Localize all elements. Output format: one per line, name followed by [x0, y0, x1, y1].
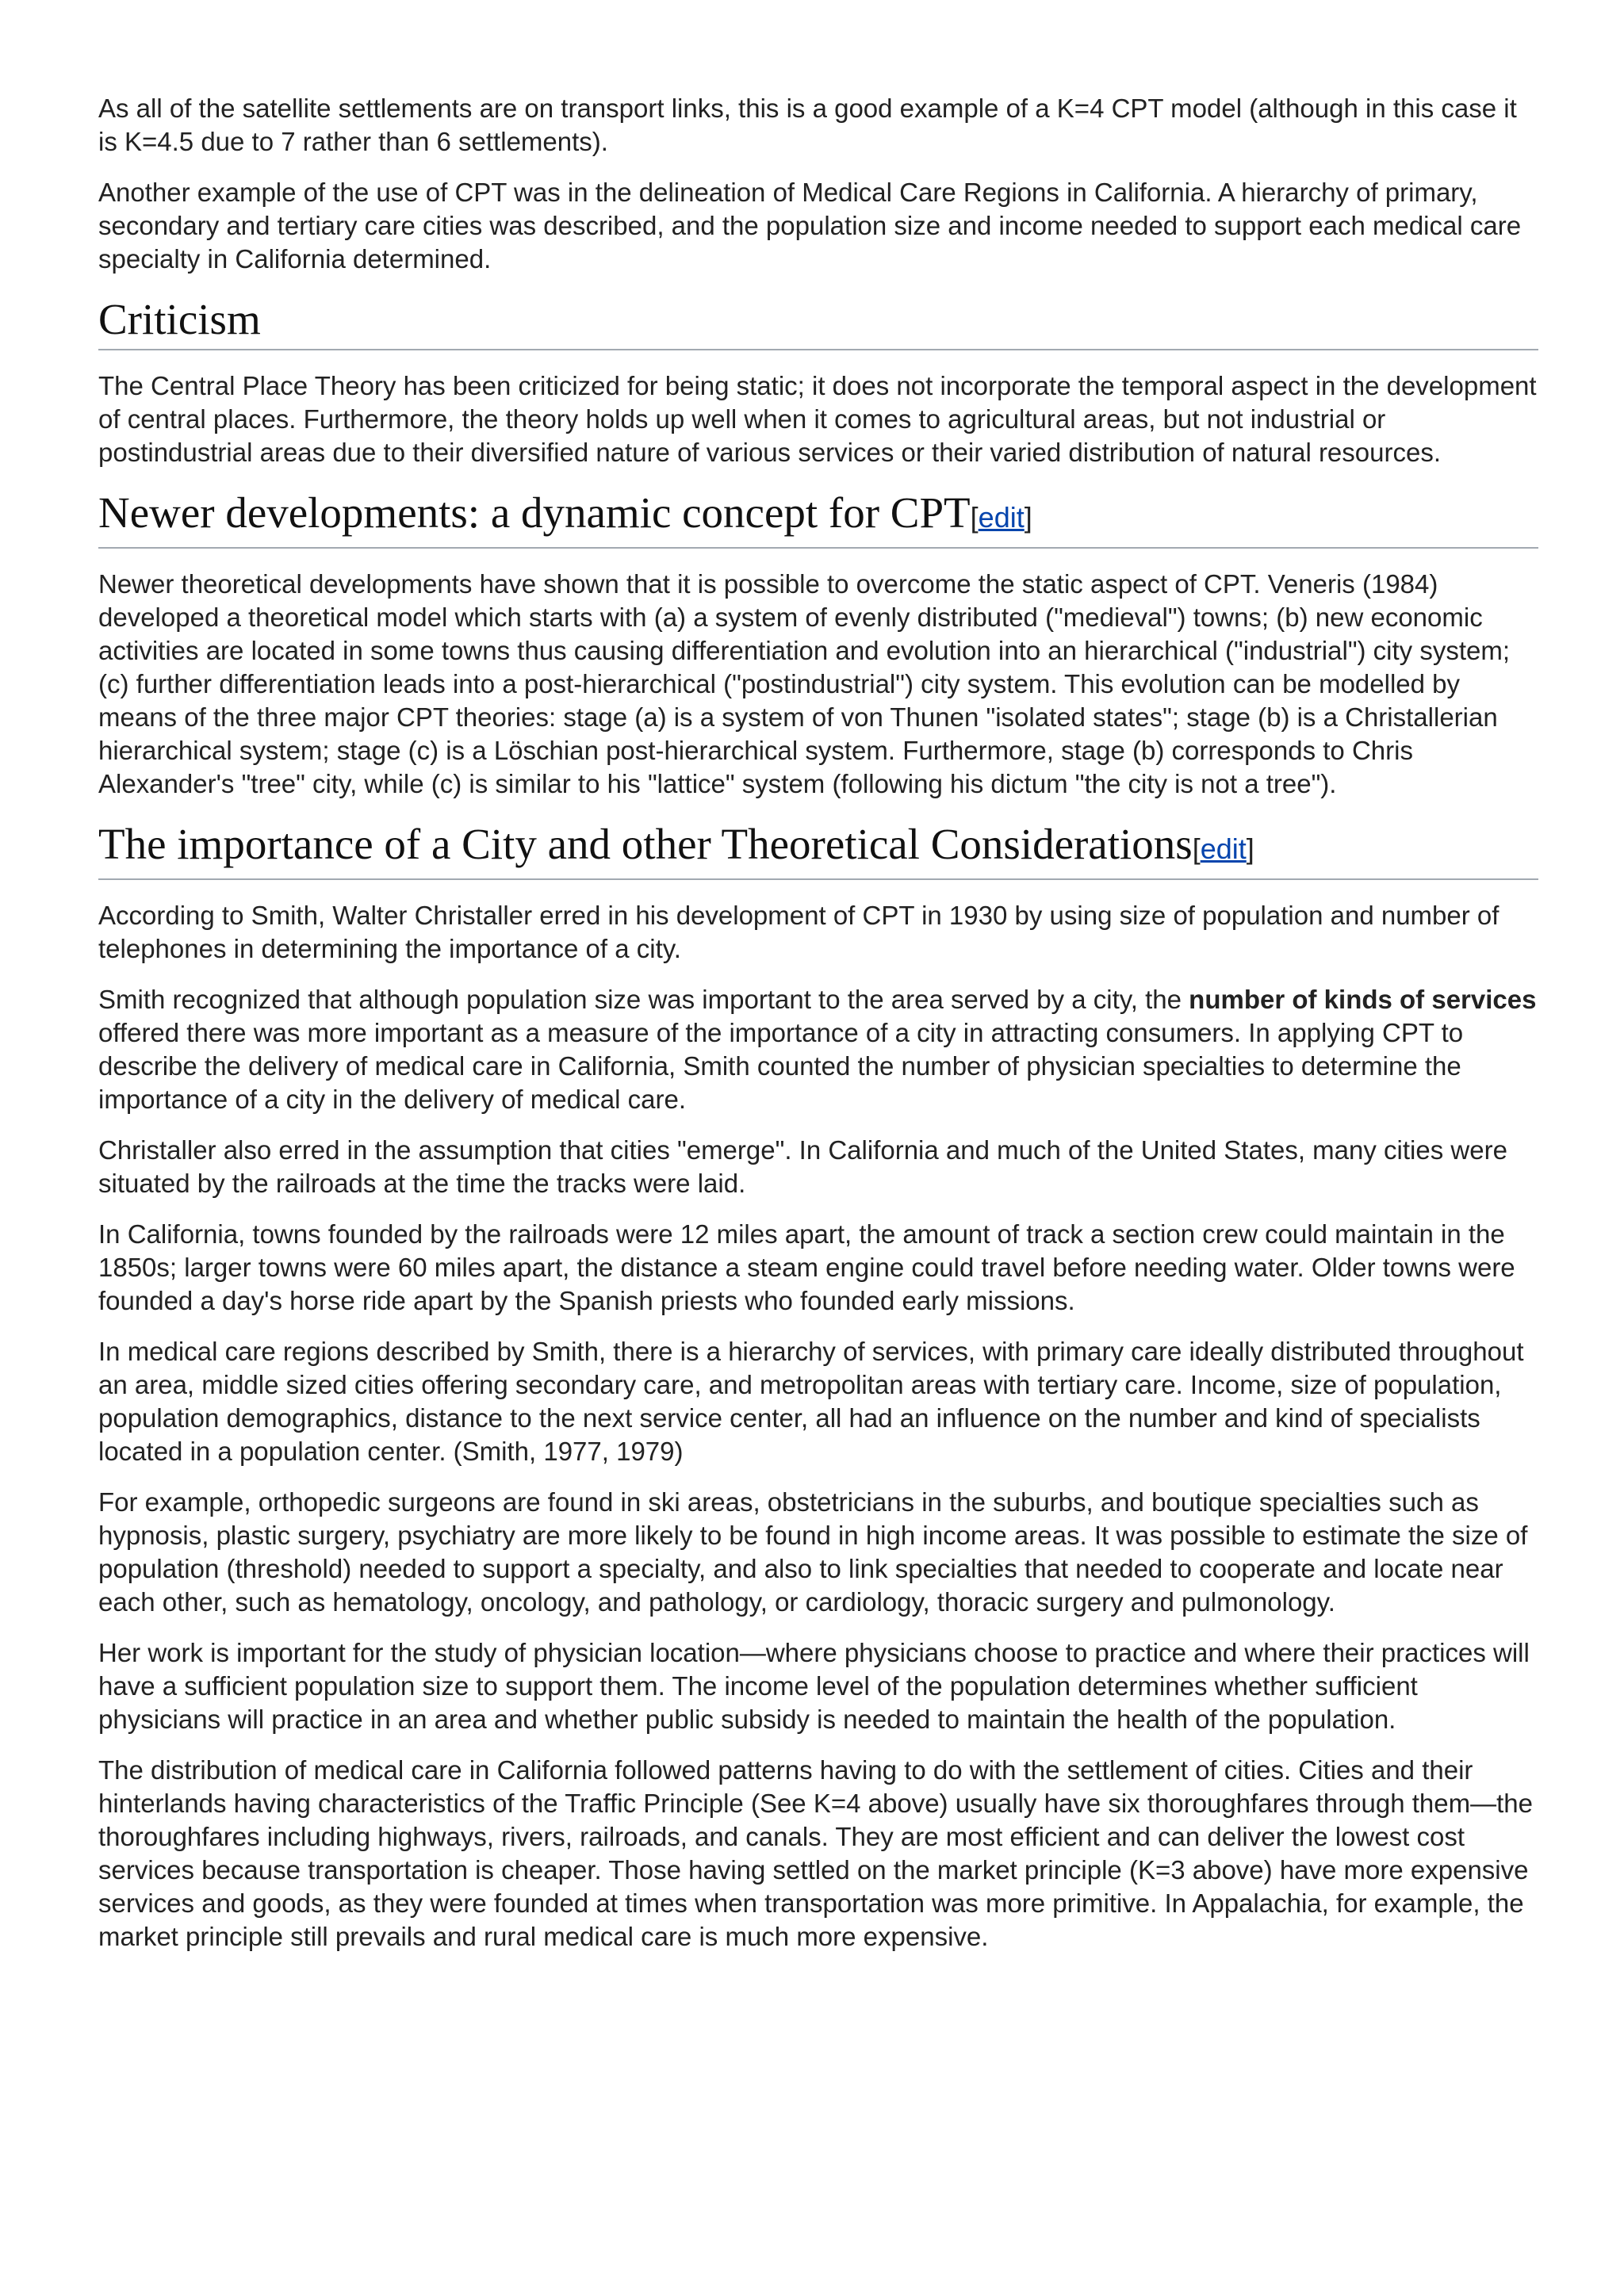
edit-section-link[interactable]: edit — [978, 501, 1025, 534]
importance-paragraph-5: In medical care regions described by Smith, there is a hierarchy of services, with primary care ideally distributed throughout an area, middle sized cities offering secondary care, and metropolitan areas with tertiary care. Income, size of population, population demographics, distance to the next service center, all had an influence on the number and kind of specialists located in a population center. (Smith, 1977, 1979) — [98, 1337, 1524, 1466]
importance-paragraph-8: The distribution of medical care in California followed patterns having to do with the settlement of cities. Cities and their hinterlands having characteristics of the Traffic Principle (See K=4 above) usually have six thoroughfares through them—the thoroughfares including highways, rivers, railroads, and canals. They are most efficient and can deliver the lowest cost services because transportation is cheaper. Those having settled on the market principle (K=3 above) have more expensive services and goods, as they were founded at times when transportation was more primitive. In Appalachia, for example, the market principle still prevails and rural medical care is much more expensive. — [98, 1755, 1533, 1951]
importance-paragraph-2: Smith recognized that although population size was important to the area served by a city, the number of kinds of services offered there was more important as a measure of the importance of a city in attracting consumers. In applying CPT to describe the delivery of medical care in California, Smith counted the number of physician specialties to determine the importance of a city in the delivery of medical care. — [98, 985, 1537, 1114]
criticism-paragraph-1: The Central Place Theory has been criticized for being static; it does not incorporate the temporal aspect in the development of central places. Furthermore, the theory holds up well when it comes to agricultural areas, but not industrial or postindustrial areas due to their diversified nature of various services or their varied distribution of natural resources. — [98, 371, 1537, 467]
importance-paragraph-1: According to Smith, Walter Christaller erred in his development of CPT in 1930 by using size of population and number of telephones in determining the importance of a city. — [98, 901, 1500, 963]
edit-section-link-wrapper: [edit] — [970, 501, 1032, 534]
edit-section-link[interactable]: edit — [1200, 832, 1247, 865]
section-title: Newer developments: a dynamic concept for CPT — [98, 488, 971, 537]
importance-paragraph-3: Christaller also erred in the assumption that cities "emerge". In California and much of the United States, many cities were situated by the railroads at the time the tracks were laid. — [98, 1135, 1507, 1198]
importance-paragraph-7: Her work is important for the study of physician location—where physicians choose to practice and where their practices will have a sufficient population size to support them. The income level of the population determines whether sufficient physicians will practice in an area and whether public subsidy is needed to maintain the health of the population. — [98, 1638, 1530, 1734]
importance-paragraph-4: In California, towns founded by the railroads were 12 miles apart, the amount of track a section crew could maintain in the 1850s; larger towns were 60 miles apart, the distance a steam engine could travel before needing water. Older towns were founded a day's horse ride apart by the Spanish priests who founded early missions. — [98, 1219, 1515, 1315]
edit-section-link-wrapper: [edit] — [1192, 832, 1254, 865]
section-heading-criticism — [98, 293, 1538, 350]
newer-developments-paragraph-1: Newer theoretical developments have shown that it is possible to overcome the static aspect of CPT. Veneris (1984) developed a theoretical model which starts with (a) a system of evenly distributed ("medieval") towns; (b) new economic activities are located in some towns thus causing differentiation and evolution into an hierarchical ("industrial") city system; (c) further differentiation leads into a post-hierarchical ("postindustrial") city system. This evolution can be modelled by means of the three major CPT theories: stage (a) is a system of von Thunen "isolated states"; stage (b) is a Christallerian hierarchical system; stage (c) is a Löschian post-hierarchical system. Furthermore, stage (b) corresponds to Chris Alexander's "tree" city, while (c) is similar to his "lattice" system (following his dictum "the city is not a tree"). — [98, 569, 1511, 798]
article-page — [98, 92, 1538, 1971]
intro-paragraph-1: As all of the satellite settlements are on transport links, this is a good example of a K=4 CPT model (although in this case it is K=4.5 due to 7 rather than 6 settlements). — [98, 94, 1517, 156]
section-title: Criticism — [98, 295, 261, 343]
section-heading-newer-developments — [98, 487, 1538, 549]
emphasis-number-of-kinds-of-services: number of kinds of services — [1189, 985, 1537, 1014]
importance-paragraph-6: For example, orthopedic surgeons are found in ski areas, obstetricians in the suburbs, and boutique specialties such as hypnosis, plastic surgery, psychiatry are more likely to be found in high income areas. It was possible to estimate the size of population (threshold) needed to support a specialty, and also to link specialties that needed to cooperate and locate near each other, such as hematology, oncology, and pathology, or cardiology, thoracic surgery and pulmonology. — [98, 1487, 1528, 1617]
section-heading-importance-of-a-city — [98, 818, 1538, 880]
section-title: The importance of a City and other Theoretical Considerations — [98, 820, 1193, 868]
intro-paragraph-2: Another example of the use of CPT was in the delineation of Medical Care Regions in California. A hierarchy of primary, secondary and tertiary care cities was described, and the population size and income needed to support each medical care specialty in California determined. — [98, 178, 1522, 274]
